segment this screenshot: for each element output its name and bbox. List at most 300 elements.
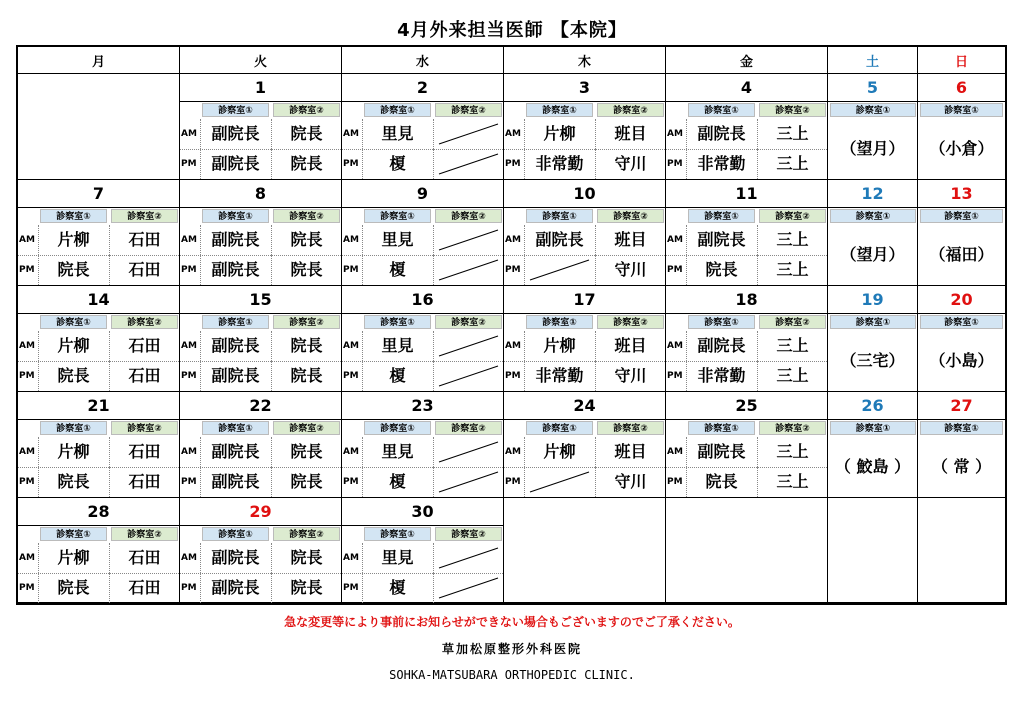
room-label-1: 診察室① — [526, 421, 593, 435]
doctor-name: 班目 — [614, 230, 647, 249]
pm-row — [342, 573, 503, 603]
room-label-2: 診察室② — [435, 315, 502, 329]
schedule-calendar — [16, 45, 1007, 605]
doctor-name: 院長 — [290, 442, 323, 461]
pm-row — [18, 361, 179, 391]
day-number: 5 — [828, 74, 917, 102]
am-row — [504, 225, 665, 256]
pm-label: PM — [19, 583, 35, 593]
doctor-name: 三上 — [776, 366, 809, 385]
doctor-name: 片柳 — [543, 124, 576, 143]
am-row — [18, 225, 179, 256]
room-label-1: 診察室① — [526, 103, 593, 117]
day-number: 28 — [18, 498, 179, 526]
pm-row — [504, 149, 665, 179]
room-label-1: 診察室① — [688, 315, 755, 329]
am-row — [180, 331, 341, 362]
room-label-1: 診察室① — [202, 527, 269, 541]
room-label-1: 診察室① — [364, 103, 431, 117]
am-row — [18, 543, 179, 574]
day-cell — [828, 74, 918, 180]
pm-row — [504, 255, 665, 285]
day-number: 25 — [666, 392, 827, 420]
doctor-name: 副院長 — [211, 548, 260, 567]
divider — [433, 437, 434, 467]
day-cell — [342, 286, 504, 392]
day-cell — [918, 180, 1005, 286]
room-label-2: 診察室② — [435, 421, 502, 435]
doctor-name: 班目 — [614, 336, 647, 355]
room-label-1: 診察室① — [40, 421, 107, 435]
day-cell — [828, 392, 918, 498]
day-cell — [180, 74, 342, 180]
pm-label: PM — [667, 371, 683, 381]
doctor-name: 院長 — [57, 578, 90, 597]
day-cell — [828, 286, 918, 392]
doctor-name: 副院長 — [697, 230, 746, 249]
doctor-name: 副院長 — [535, 230, 584, 249]
am-label: AM — [181, 341, 197, 351]
day-number: 16 — [342, 286, 503, 314]
doctor-name: 院長 — [290, 548, 323, 567]
room-label-1: 診察室① — [688, 209, 755, 223]
day-number: 26 — [828, 392, 917, 420]
am-row — [342, 119, 503, 150]
am-label: AM — [181, 447, 197, 457]
day-cell — [504, 74, 666, 180]
no-clinic-slash — [437, 441, 500, 463]
day-number: 4 — [666, 74, 827, 102]
am-label: AM — [343, 235, 359, 245]
doctor-name: 院長 — [705, 260, 738, 279]
doctor-name: 石田 — [128, 442, 161, 461]
doctor-name: 副院長 — [211, 336, 260, 355]
doctor-name: 片柳 — [57, 548, 90, 567]
pm-row — [342, 361, 503, 391]
room-label-1: 診察室① — [364, 315, 431, 329]
doctor-name: 片柳 — [57, 442, 90, 461]
pm-label: PM — [343, 477, 359, 487]
doctor-name: 院長 — [290, 336, 323, 355]
doctor-name: 班目 — [614, 442, 647, 461]
day-number: 8 — [180, 180, 341, 208]
doctor-name: 里見 — [381, 548, 414, 567]
day-number: 7 — [18, 180, 179, 208]
pm-label: PM — [181, 265, 197, 275]
pm-row — [666, 255, 827, 285]
pm-row — [18, 255, 179, 285]
weekend-doctor: （三宅） — [840, 351, 905, 370]
doctor-name: 三上 — [776, 124, 809, 143]
room-label-2: 診察室② — [111, 421, 178, 435]
doctor-name: 院長 — [290, 124, 323, 143]
day-cell — [666, 498, 828, 603]
doctor-name: 石田 — [128, 336, 161, 355]
day-cell — [666, 392, 828, 498]
no-clinic-slash — [437, 547, 500, 569]
room-label-2: 診察室② — [759, 315, 826, 329]
pm-label: PM — [505, 159, 521, 169]
doctor-name: 石田 — [128, 366, 161, 385]
am-row — [666, 119, 827, 150]
pm-row — [18, 573, 179, 603]
day-number: 11 — [666, 180, 827, 208]
day-number: 6 — [918, 74, 1005, 102]
day-number: 19 — [828, 286, 917, 314]
doctor-name: 非常勤 — [535, 154, 584, 173]
pm-label: PM — [343, 265, 359, 275]
day-number: 20 — [918, 286, 1005, 314]
room-label-1: 診察室① — [364, 209, 431, 223]
doctor-name: 片柳 — [543, 336, 576, 355]
weekend-doctor: （望月） — [840, 139, 905, 158]
am-row — [180, 119, 341, 150]
room-label-1: 診察室① — [202, 315, 269, 329]
doctor-name: 三上 — [776, 442, 809, 461]
pm-label: PM — [19, 265, 35, 275]
pm-row — [666, 149, 827, 179]
am-row — [666, 437, 827, 468]
day-cell — [918, 392, 1005, 498]
doctor-name: 守川 — [614, 260, 647, 279]
day-number: 18 — [666, 286, 827, 314]
doctor-name: 副院長 — [697, 124, 746, 143]
am-row — [180, 437, 341, 468]
divider — [524, 467, 525, 497]
doctor-name: 副院長 — [211, 366, 260, 385]
room-label-1: 診察室① — [364, 421, 431, 435]
doctor-name: 榎 — [389, 578, 406, 597]
doctor-name: 石田 — [128, 578, 161, 597]
divider — [433, 543, 434, 573]
pm-label: PM — [181, 583, 197, 593]
doctor-name: 非常勤 — [697, 366, 746, 385]
doctor-name: 三上 — [776, 260, 809, 279]
day-cell — [828, 498, 918, 603]
pm-row — [504, 361, 665, 391]
day-cell — [666, 286, 828, 392]
day-cell — [342, 392, 504, 498]
room-label-1: 診察室① — [40, 527, 107, 541]
day-number: 1 — [180, 74, 341, 102]
am-label: AM — [19, 447, 35, 457]
pm-row — [666, 467, 827, 497]
day-number: 15 — [180, 286, 341, 314]
day-number: 14 — [18, 286, 179, 314]
am-label: AM — [343, 129, 359, 139]
am-row — [504, 331, 665, 362]
room-label-1: 診察室① — [202, 421, 269, 435]
day-cell — [342, 74, 504, 180]
day-cell — [918, 498, 1005, 603]
doctor-name: 副院長 — [211, 260, 260, 279]
am-label: AM — [667, 341, 683, 351]
no-clinic-slash — [437, 259, 500, 281]
am-label: AM — [343, 553, 359, 563]
doctor-name: 副院長 — [211, 154, 260, 173]
am-label: AM — [505, 447, 521, 457]
no-clinic-slash — [437, 153, 500, 175]
weekday-header: 日 — [918, 47, 1005, 74]
room-label-1: 診察室① — [830, 421, 916, 435]
pm-label: PM — [343, 371, 359, 381]
day-cell — [18, 392, 180, 498]
room-label-1: 診察室① — [920, 103, 1003, 117]
room-label-2: 診察室② — [597, 315, 664, 329]
doctor-name: 榎 — [389, 154, 406, 173]
room-label-2: 診察室② — [759, 103, 826, 117]
weekend-doctor: （望月） — [840, 245, 905, 264]
pm-row — [342, 467, 503, 497]
weekday-header: 金 — [666, 47, 828, 74]
day-number: 24 — [504, 392, 665, 420]
room-label-2: 診察室② — [435, 209, 502, 223]
doctor-name: 院長 — [290, 230, 323, 249]
doctor-name: 三上 — [776, 154, 809, 173]
no-clinic-slash — [528, 471, 591, 493]
no-clinic-slash — [437, 365, 500, 387]
no-clinic-slash — [437, 335, 500, 357]
doctor-name: 守川 — [614, 366, 647, 385]
doctor-name: 石田 — [128, 548, 161, 567]
room-label-1: 診察室① — [40, 315, 107, 329]
no-clinic-slash — [437, 577, 500, 599]
day-number: 10 — [504, 180, 665, 208]
page-title: 4月外来担当医師 【本院】 — [397, 20, 627, 41]
pm-row — [180, 361, 341, 391]
room-label-2: 診察室② — [597, 209, 664, 223]
pm-row — [180, 573, 341, 603]
clinic-name-english: SOHKA-MATSUBARA ORTHOPEDIC CLINIC. — [389, 668, 635, 682]
divider — [433, 225, 434, 255]
am-label: AM — [667, 447, 683, 457]
room-label-1: 診察室① — [364, 527, 431, 541]
doctor-name: 非常勤 — [535, 366, 584, 385]
pm-label: PM — [505, 477, 521, 487]
am-row — [180, 543, 341, 574]
pm-label: PM — [667, 265, 683, 275]
pm-label: PM — [667, 159, 683, 169]
room-label-1: 診察室① — [830, 209, 916, 223]
pm-row — [342, 255, 503, 285]
doctor-name: 院長 — [705, 472, 738, 491]
room-label-2: 診察室② — [111, 527, 178, 541]
room-label-2: 診察室② — [597, 421, 664, 435]
pm-row — [18, 467, 179, 497]
am-row — [18, 331, 179, 362]
weekday-header: 火 — [180, 47, 342, 74]
room-label-1: 診察室① — [526, 209, 593, 223]
day-cell — [18, 286, 180, 392]
am-label: AM — [505, 235, 521, 245]
room-label-2: 診察室② — [273, 315, 340, 329]
divider — [433, 255, 434, 285]
doctor-name: 榎 — [389, 366, 406, 385]
doctor-name: 石田 — [128, 260, 161, 279]
pm-row — [342, 149, 503, 179]
doctor-name: 里見 — [381, 124, 414, 143]
day-number: 22 — [180, 392, 341, 420]
am-label: AM — [505, 341, 521, 351]
no-clinic-slash — [437, 229, 500, 251]
am-row — [342, 437, 503, 468]
am-label: AM — [19, 235, 35, 245]
room-label-1: 診察室① — [40, 209, 107, 223]
doctor-name: 里見 — [381, 336, 414, 355]
day-cell — [18, 498, 180, 603]
weekend-doctor: （ 鮫島 ） — [834, 457, 911, 476]
day-cell — [18, 180, 180, 286]
room-label-2: 診察室② — [111, 315, 178, 329]
pm-row — [180, 467, 341, 497]
am-row — [666, 225, 827, 256]
doctor-name: 片柳 — [57, 336, 90, 355]
notice-text: 急な変更等により事前にお知らせができない場合もございますのでご了承ください。 — [284, 615, 740, 629]
divider — [433, 361, 434, 391]
doctor-name: 副院長 — [211, 578, 260, 597]
day-cell — [342, 498, 504, 603]
am-label: AM — [343, 341, 359, 351]
day-number: 27 — [918, 392, 1005, 420]
day-cell — [504, 180, 666, 286]
doctor-name: 守川 — [614, 472, 647, 491]
weekday-header: 土 — [828, 47, 918, 74]
am-label: AM — [505, 129, 521, 139]
divider — [433, 149, 434, 179]
am-row — [342, 331, 503, 362]
am-label: AM — [181, 553, 197, 563]
pm-label: PM — [505, 265, 521, 275]
day-cell — [828, 180, 918, 286]
divider — [524, 255, 525, 285]
day-number: 23 — [342, 392, 503, 420]
day-cell — [504, 286, 666, 392]
pm-label: PM — [343, 159, 359, 169]
room-label-2: 診察室② — [273, 527, 340, 541]
day-cell — [666, 74, 828, 180]
doctor-name: 片柳 — [57, 230, 90, 249]
doctor-name: 班目 — [614, 124, 647, 143]
am-label: AM — [181, 235, 197, 245]
room-label-1: 診察室① — [830, 315, 916, 329]
doctor-name: 副院長 — [211, 442, 260, 461]
divider — [433, 119, 434, 149]
room-label-2: 診察室② — [597, 103, 664, 117]
weekend-doctor: （福田） — [929, 245, 994, 264]
day-cell — [918, 286, 1005, 392]
divider — [433, 573, 434, 603]
doctor-name: 榎 — [389, 260, 406, 279]
doctor-name: 守川 — [614, 154, 647, 173]
doctor-name: 三上 — [776, 230, 809, 249]
pm-label: PM — [667, 477, 683, 487]
pm-row — [666, 361, 827, 391]
day-cell — [342, 180, 504, 286]
no-clinic-slash — [437, 471, 500, 493]
doctor-name: 三上 — [776, 472, 809, 491]
doctor-name: 院長 — [290, 366, 323, 385]
doctor-name: 榎 — [389, 472, 406, 491]
room-label-2: 診察室② — [273, 421, 340, 435]
day-number: 2 — [342, 74, 503, 102]
day-number: 21 — [18, 392, 179, 420]
room-label-2: 診察室② — [111, 209, 178, 223]
doctor-name: 石田 — [128, 230, 161, 249]
room-label-1: 診察室① — [920, 421, 1003, 435]
doctor-name: 三上 — [776, 336, 809, 355]
am-row — [18, 437, 179, 468]
am-row — [504, 437, 665, 468]
doctor-name: 院長 — [57, 472, 90, 491]
clinic-name: 草加松原整形外科医院 — [441, 642, 582, 656]
room-label-1: 診察室① — [830, 103, 916, 117]
am-label: AM — [181, 129, 197, 139]
pm-label: PM — [181, 159, 197, 169]
day-cell — [18, 74, 180, 180]
am-label: AM — [667, 129, 683, 139]
day-cell — [918, 74, 1005, 180]
day-cell — [504, 392, 666, 498]
doctor-name: 院長 — [290, 578, 323, 597]
weekday-header: 水 — [342, 47, 504, 74]
doctor-name: 石田 — [128, 472, 161, 491]
room-label-1: 診察室① — [202, 103, 269, 117]
pm-row — [180, 255, 341, 285]
day-cell — [666, 180, 828, 286]
no-clinic-slash — [528, 259, 591, 281]
room-label-2: 診察室② — [273, 103, 340, 117]
day-number: 9 — [342, 180, 503, 208]
doctor-name: 副院長 — [211, 472, 260, 491]
day-number: 12 — [828, 180, 917, 208]
pm-row — [180, 149, 341, 179]
room-label-1: 診察室① — [920, 209, 1003, 223]
doctor-name: 院長 — [290, 472, 323, 491]
am-row — [180, 225, 341, 256]
pm-row — [504, 467, 665, 497]
day-cell — [180, 498, 342, 603]
day-cell — [504, 498, 666, 603]
am-row — [342, 543, 503, 574]
room-label-1: 診察室① — [920, 315, 1003, 329]
pm-label: PM — [181, 477, 197, 487]
doctor-name: 院長 — [290, 260, 323, 279]
doctor-name: 副院長 — [697, 336, 746, 355]
doctor-name: 副院長 — [211, 124, 260, 143]
am-label: AM — [343, 447, 359, 457]
no-clinic-slash — [437, 123, 500, 145]
doctor-name: 里見 — [381, 442, 414, 461]
pm-label: PM — [505, 371, 521, 381]
doctor-name: 院長 — [57, 260, 90, 279]
room-label-2: 診察室② — [435, 527, 502, 541]
day-number: 17 — [504, 286, 665, 314]
room-label-2: 診察室② — [435, 103, 502, 117]
am-row — [342, 225, 503, 256]
pm-label: PM — [19, 371, 35, 381]
room-label-2: 診察室② — [759, 421, 826, 435]
doctor-name: 副院長 — [211, 230, 260, 249]
doctor-name: 非常勤 — [697, 154, 746, 173]
weekend-doctor: （小倉） — [929, 139, 994, 158]
room-label-2: 診察室② — [273, 209, 340, 223]
weekend-doctor: （小島） — [929, 351, 994, 370]
divider — [433, 331, 434, 361]
weekend-doctor: （ 常 ） — [931, 457, 992, 476]
day-cell — [180, 392, 342, 498]
weekday-header: 木 — [504, 47, 666, 74]
pm-label: PM — [19, 477, 35, 487]
